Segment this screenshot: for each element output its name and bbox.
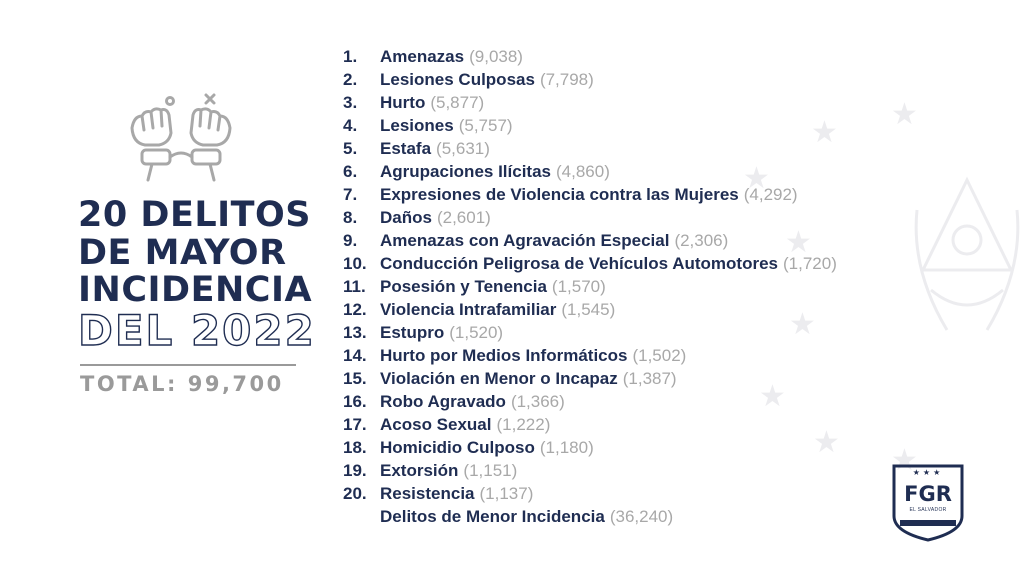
item-number: 15. (343, 369, 367, 388)
title-year: DEL 2022 (78, 306, 316, 355)
coat-of-arms-icon (911, 170, 1023, 350)
item-count: (5,877) (430, 93, 485, 112)
logo-text: FGR (904, 482, 952, 506)
list-item (343, 459, 837, 482)
item-count: (1,222) (496, 415, 551, 434)
logo-stars: ★★★ (912, 468, 944, 477)
total-count: TOTAL: 99,700 (80, 372, 284, 396)
item-count: (1,545) (561, 300, 616, 319)
item-number: 19. (343, 461, 367, 480)
item-label: Homicidio Culposo (380, 438, 535, 457)
item-count: (5,757) (458, 116, 513, 135)
item-label: Posesión y Tenencia (380, 277, 547, 296)
list-item (343, 413, 837, 436)
list-item (343, 275, 837, 298)
item-count: (9,038) (469, 47, 523, 66)
list-item (343, 321, 837, 344)
star-icon: ★ (743, 162, 770, 195)
item-count: (1,366) (510, 392, 565, 411)
item-label: Acoso Sexual (380, 415, 492, 434)
item-number: 2. (343, 70, 358, 89)
item-label: Robo Agravado (380, 392, 506, 411)
list-item (343, 68, 837, 91)
star-icon: ★ (811, 116, 838, 149)
star-icon: ★ (759, 380, 786, 413)
title-line-2: DE MAYOR (78, 233, 287, 273)
list-item (343, 137, 837, 160)
item-number: 4. (343, 116, 358, 135)
item-label: Hurto (380, 93, 426, 112)
item-number: 6. (343, 162, 358, 181)
item-label: Amenazas (380, 47, 465, 66)
item-number: 1. (343, 47, 358, 66)
star-icon: ★ (813, 426, 840, 459)
item-count: (2,306) (674, 231, 729, 250)
item-number: 16. (343, 392, 367, 411)
item-number: 11. (343, 277, 366, 296)
list-item (343, 229, 837, 252)
item-label: Expresiones de Violencia contra las Mujeres (380, 185, 739, 204)
list-item (343, 505, 837, 528)
star-icon: ★ (891, 98, 918, 131)
title-divider (80, 364, 296, 366)
item-label: Resistencia (380, 484, 475, 503)
item-count: (36,240) (609, 507, 674, 526)
list-item (343, 344, 837, 367)
item-number (343, 505, 380, 528)
item-count: (4,292) (743, 185, 798, 204)
item-number: 13. (343, 323, 367, 342)
star-icon: ★ (891, 444, 918, 477)
item-label: Estafa (380, 139, 432, 158)
list-item (343, 252, 837, 275)
item-count: (1,502) (632, 346, 687, 365)
list-item (343, 436, 837, 459)
list-item (343, 206, 837, 229)
item-label: Violencia Intrafamiliar (380, 300, 557, 319)
item-count: (4,860) (556, 162, 610, 181)
item-number: 10. (343, 254, 367, 273)
item-number: 12. (343, 300, 367, 319)
list-item (343, 45, 837, 68)
item-label: Daños (380, 208, 432, 227)
item-count: (7,798) (539, 70, 594, 89)
item-label: Hurto por Medios Informáticos (380, 346, 628, 365)
item-label: Delitos de Menor Incidencia (380, 507, 605, 526)
list-item (343, 298, 837, 321)
item-label: Amenazas con Agravación Especial (380, 231, 670, 250)
logo-subtext: EL SALVADOR (909, 507, 947, 513)
list-item (343, 114, 837, 137)
crime-list (343, 45, 837, 528)
handcuffed-fists-icon (118, 88, 244, 188)
title-line-3: INCIDENCIA (78, 270, 313, 310)
item-count: (1,570) (551, 277, 606, 296)
list-item (343, 482, 837, 505)
item-label: Conducción Peligrosa de Vehículos Automotores (380, 254, 778, 273)
item-count: (1,720) (783, 254, 837, 273)
item-label: Estupro (380, 323, 445, 342)
item-label: Agrupaciones Ilícitas (380, 162, 551, 181)
item-count: (1,387) (622, 369, 677, 388)
item-label: Lesiones Culposas (380, 70, 535, 89)
item-number: 20. (343, 484, 367, 503)
star-icon: ★ (785, 226, 812, 259)
item-number: 7. (343, 185, 358, 204)
item-count: (2,601) (436, 208, 491, 227)
item-count: (1,137) (479, 484, 534, 503)
fgr-logo (888, 460, 968, 542)
item-label: Lesiones (380, 116, 454, 135)
item-number: 18. (343, 438, 367, 457)
item-number: 9. (343, 231, 358, 250)
item-number: 17. (343, 415, 367, 434)
item-count: (5,631) (436, 139, 490, 158)
star-icon: ★ (789, 308, 816, 341)
item-number: 14. (343, 346, 367, 365)
item-label: Violación en Menor o Incapaz (380, 369, 618, 388)
item-count: (1,151) (463, 461, 518, 480)
item-number: 3. (343, 93, 358, 112)
list-item (343, 91, 837, 114)
title-line-1: 20 DELITOS (78, 195, 312, 235)
item-label: Extorsión (380, 461, 459, 480)
item-number: 5. (343, 139, 358, 158)
item-number: 8. (343, 208, 358, 227)
item-count: (1,180) (539, 438, 594, 457)
item-count: (1,520) (449, 323, 504, 342)
